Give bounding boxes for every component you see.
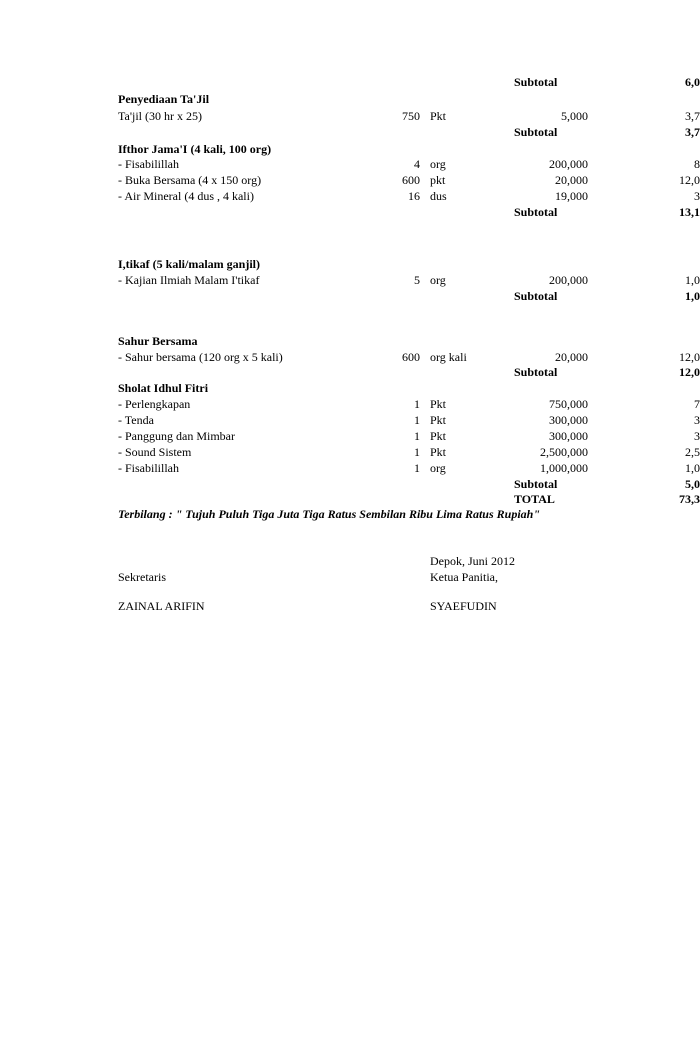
item-price: 20,000 bbox=[555, 350, 588, 364]
section-heading bbox=[0, 333, 638, 349]
subtotal-row bbox=[0, 364, 700, 380]
table-row bbox=[0, 460, 700, 476]
section-heading bbox=[0, 256, 638, 272]
item-total: 3,7 bbox=[685, 109, 700, 123]
item-price: 750,000 bbox=[549, 397, 588, 411]
item-unit: Pkt bbox=[430, 413, 447, 427]
item-description: - Fisabilillah bbox=[118, 157, 179, 171]
table-row bbox=[0, 349, 700, 365]
subtotal-value: 6,0 bbox=[685, 75, 700, 89]
subtotal-label: Subtotal bbox=[514, 205, 558, 219]
item-price: 1,000,000 bbox=[540, 461, 588, 475]
subtotal-label: Subtotal bbox=[514, 75, 558, 89]
item-unit: org bbox=[430, 273, 446, 287]
item-total: 2,5 bbox=[685, 445, 700, 459]
subtotal-label: Subtotal bbox=[514, 289, 558, 303]
total-label: TOTAL bbox=[514, 492, 555, 506]
subtotal-label: Subtotal bbox=[514, 125, 558, 139]
item-price: 20,000 bbox=[555, 173, 588, 187]
item-quantity: 600 bbox=[402, 350, 420, 364]
item-description: - Air Mineral (4 dus , 4 kali) bbox=[118, 189, 254, 203]
table-row bbox=[0, 156, 700, 172]
item-description: - Sahur bersama (120 org x 5 kali) bbox=[118, 350, 283, 364]
subtotal-row bbox=[0, 204, 700, 220]
total-row bbox=[0, 491, 700, 507]
item-price: 19,000 bbox=[555, 189, 588, 203]
table-row bbox=[0, 428, 700, 444]
subtotal-row-top bbox=[0, 74, 700, 90]
item-unit: org bbox=[430, 461, 446, 475]
item-description: - Perlengkapan bbox=[118, 397, 191, 411]
item-price: 300,000 bbox=[549, 429, 588, 443]
section-heading bbox=[0, 141, 638, 157]
subtotal-value: 12,0 bbox=[679, 365, 700, 379]
item-description: - Panggung dan Mimbar bbox=[118, 429, 235, 443]
section-title: Sholat Idhul Fitri bbox=[118, 381, 209, 395]
item-price: 300,000 bbox=[549, 413, 588, 427]
table-row bbox=[0, 188, 700, 204]
section-heading bbox=[0, 380, 638, 396]
item-quantity: 1 bbox=[414, 413, 420, 427]
section-title: Ifthor Jama'I (4 kali, 100 org) bbox=[118, 142, 272, 156]
item-total: 3 bbox=[694, 189, 700, 203]
item-description: - Tenda bbox=[118, 413, 154, 427]
item-price: 2,500,000 bbox=[540, 445, 588, 459]
subtotal-value: 1,0 bbox=[685, 289, 700, 303]
item-unit: Pkt bbox=[430, 445, 447, 459]
item-unit: org bbox=[430, 157, 446, 171]
item-price: 5,000 bbox=[561, 109, 588, 123]
chairman-name: SYAEFUDIN bbox=[430, 599, 497, 613]
item-price: 200,000 bbox=[549, 157, 588, 171]
subtotal-value: 3,7 bbox=[685, 125, 700, 139]
subtotal-row bbox=[0, 124, 700, 140]
item-description: - Fisabilillah bbox=[118, 461, 179, 475]
table-row bbox=[0, 412, 700, 428]
section-heading bbox=[0, 91, 638, 107]
subtotal-value: 5,0 bbox=[685, 477, 700, 491]
item-total: 3 bbox=[694, 429, 700, 443]
item-quantity: 1 bbox=[414, 429, 420, 443]
item-total: 7 bbox=[694, 397, 700, 411]
item-total: 8 bbox=[694, 157, 700, 171]
item-description: Ta'jil (30 hr x 25) bbox=[118, 109, 202, 123]
item-quantity: 1 bbox=[414, 397, 420, 411]
item-quantity: 1 bbox=[414, 461, 420, 475]
table-row bbox=[0, 108, 700, 124]
chairman-title: Ketua Panitia, bbox=[430, 570, 498, 584]
item-quantity: 16 bbox=[408, 189, 420, 203]
place-date: Depok, Juni 2012 bbox=[430, 554, 515, 568]
item-total: 12,0 bbox=[679, 350, 700, 364]
item-unit: dus bbox=[430, 189, 447, 203]
item-total: 1,0 bbox=[685, 273, 700, 287]
table-row bbox=[0, 272, 700, 288]
item-unit: Pkt bbox=[430, 109, 447, 123]
section-title: Sahur Bersama bbox=[118, 334, 198, 348]
item-description: - Buka Bersama (4 x 150 org) bbox=[118, 173, 262, 187]
item-total: 12,0 bbox=[679, 173, 700, 187]
item-quantity: 4 bbox=[414, 157, 420, 171]
subtotal-row bbox=[0, 476, 700, 492]
item-quantity: 5 bbox=[414, 273, 420, 287]
subtotal-value: 13,1 bbox=[679, 205, 700, 219]
amount-in-words: Terbilang : " Tujuh Puluh Tiga Juta Tiga Ratus Sembilan Ribu Lima Ratus Rupiah" bbox=[118, 507, 540, 521]
item-unit: Pkt bbox=[430, 429, 447, 443]
table-row bbox=[0, 172, 700, 188]
item-total: 3 bbox=[694, 413, 700, 427]
item-unit: pkt bbox=[430, 173, 446, 187]
item-price: 200,000 bbox=[549, 273, 588, 287]
subtotal-label: Subtotal bbox=[514, 477, 558, 491]
secretary-title: Sekretaris bbox=[118, 570, 166, 584]
item-quantity: 1 bbox=[414, 445, 420, 459]
secretary-name: ZAINAL ARIFIN bbox=[118, 599, 205, 613]
item-unit: Pkt bbox=[430, 397, 447, 411]
section-title: Penyediaan Ta'Jil bbox=[118, 92, 210, 106]
item-description: - Kajian Ilmiah Malam I'tikaf bbox=[118, 273, 260, 287]
item-description: - Sound Sistem bbox=[118, 445, 192, 459]
total-value: 73,3 bbox=[679, 492, 700, 506]
section-title: I,tikaf (5 kali/malam ganjil) bbox=[118, 257, 261, 271]
subtotal-row bbox=[0, 288, 700, 304]
table-row bbox=[0, 396, 700, 412]
table-row bbox=[0, 444, 700, 460]
item-quantity: 750 bbox=[402, 109, 420, 123]
item-total: 1,0 bbox=[685, 461, 700, 475]
item-unit: org kali bbox=[430, 350, 467, 364]
subtotal-label: Subtotal bbox=[514, 365, 558, 379]
item-quantity: 600 bbox=[402, 173, 420, 187]
